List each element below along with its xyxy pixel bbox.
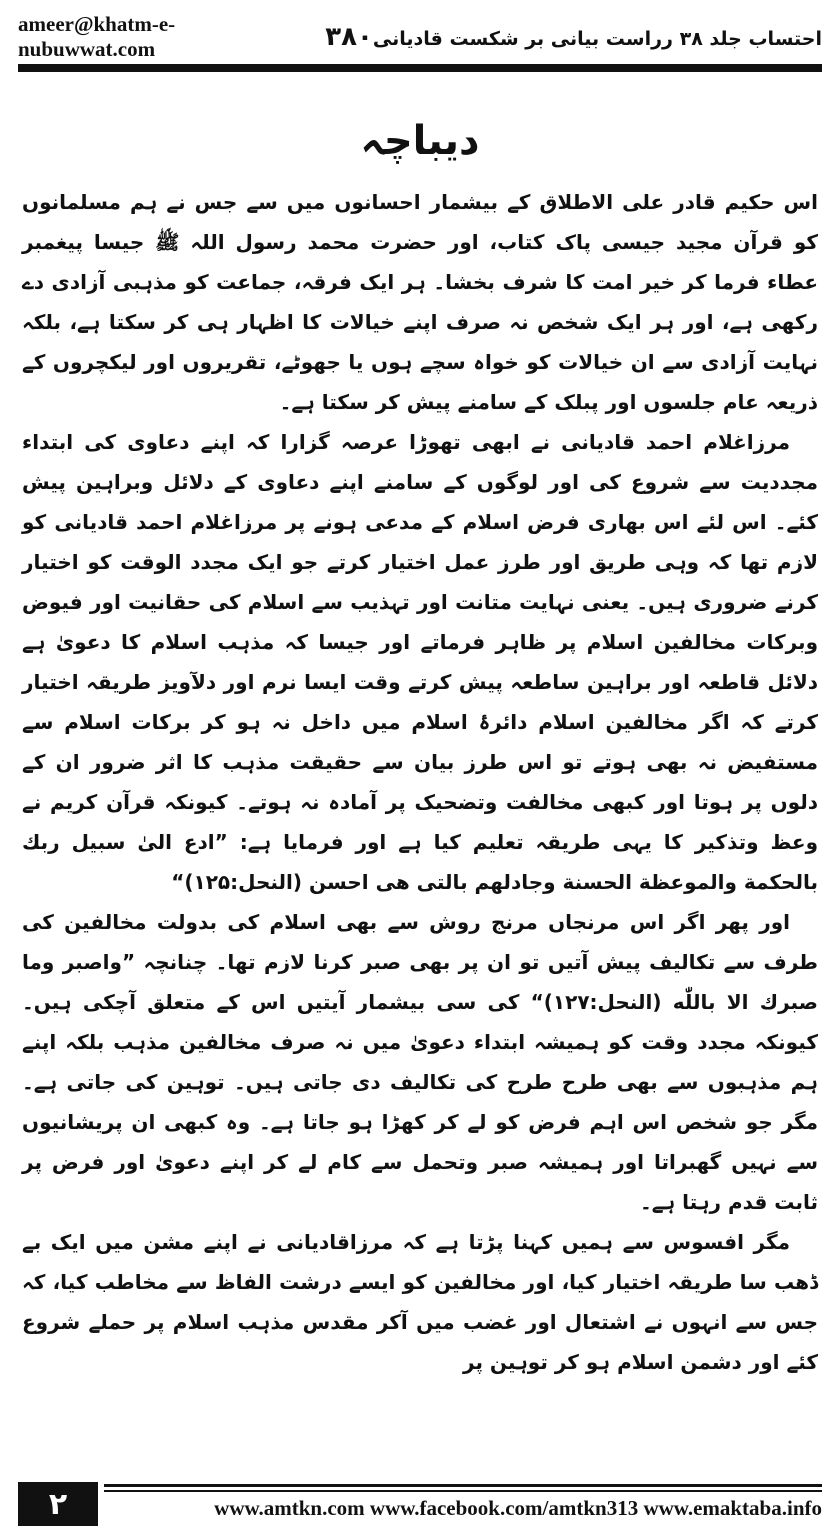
header-running-title	[311, 22, 822, 52]
footer-rule-thick	[104, 1484, 822, 1487]
footer-links[interactable]: www.amtkn.com www.facebook.com/amtkn313 www.emaktaba.info	[214, 1496, 822, 1520]
paragraph-3: اور پھر اگر اس مرنجاں مرنج روش سے بھی اسلام کی بدولت مخالفین کی طرف سے تکالیف پیش آتیں تو ان پر بھی صبر کرنا لازم تھا۔ چنانچہ ”واصبر وما صبرك الا باللّٰه (النحل:۱۲۷)“ کی سی بیشمار آیتیں اس کے متعلق آچکی ہیں۔ کیونکہ مجدد وقت کو ہمیشہ ابتداء دعویٰ میں نہ صرف مخالفین مذہب بلکہ اپنے ہم مذہبوں سے بھی طرح طرح کی تکالیف دی جاتی ہیں۔ توہین کی جاتی ہے۔ مگر جو شخص اس اہم فرض کو لے کر کھڑا ہو جاتا ہے۔ وہ کبھی ان پریشانیوں سے نہیں گھبراتا اور ہمیشہ صبر وتحمل سے کام لے کر اپنے دعویٰ اور فرض پر ثابت قدم رہتا ہے۔	[22, 910, 819, 1214]
header-page-number: ۳۸۰	[325, 22, 373, 52]
paragraph-1: اس حکیم قادر علی الاطلاق کے بیشمار احسانوں میں سے جس نے ہم مسلمانوں کو قرآن مجید جیسی پاک کتاب، اور حضرت محمد رسول اللہ ﷺ جیسا پیغمبر عطاء فرما کر خیر امت کا شرف بخشا۔ ہر ایک فرقہ، جماعت کو مذہبی آزادی دے رکھی ہے، اور ہر ایک شخص نہ صرف اپنے خیالات کا اظہار ہی کر سکتا ہے، بلکہ نہایت آزادی سے ان خیالات کو خواہ سچے ہوں یا جھوٹے، تقریروں اور لیکچروں کے ذریعہ عام جلسوں اور پبلک کے سامنے پیش کر سکتا ہے۔	[22, 190, 818, 414]
running-title-text: احتساب جلد ۳۸ رراست بیانی بر شکست قادیانی	[372, 28, 822, 50]
body-text	[22, 182, 818, 1382]
page-title: دیباچہ	[360, 118, 480, 164]
header-rule	[18, 64, 822, 72]
page-footer	[18, 1484, 822, 1524]
footer-page-number: ۲	[18, 1482, 98, 1526]
paragraph-4: مگر افسوس سے ہمیں کہنا پڑتا ہے کہ مرزاقادیانی نے اپنے مشن میں ایک بے ڈھب سا طریقہ اختیار کیا، اور مخالفین کو ایسے درشت الفاظ سے مخاطب کیا، کہ جس سے انہوں نے اشتعال اور غضب میں آکر مقدس مذہب اسلام پر حملے شروع کئے اور دشمن اسلام ہو کر توہین پر	[22, 1230, 818, 1374]
page-header	[18, 14, 822, 60]
footer-rule-thin	[104, 1490, 822, 1492]
header-email[interactable]: ameer@khatm-e-nubuwwat.com	[18, 12, 176, 61]
paragraph-2: مرزاغلام احمد قادیانی نے ابھی تھوڑا عرصہ گزارا کہ اپنے دعاوی کی ابتداء مجددیت سے شروع کی اور لوگوں کے سامنے اپنے دعاوی کے دلائل وبراہین پیش کئے۔ اس لئے اس بھاری فرض اسلام کے مدعی ہونے پر مرزاغلام احمد قادیانی کو لازم تھا کہ وہی طریق اور طرز عمل اختیار کرتے جو ایک مجدد الوقت کو اختیار کرنے ضروری ہیں۔ یعنی نہایت متانت اور تہذیب سے اسلام کی حقانیت اور فیوض وبرکات مخالفین اسلام پر ظاہر فرماتے اور جیسا کہ مذہب اسلام کا دعویٰ ہے دلائل قاطعہ اور براہین ساطعہ پیش کرتے وقت ایسا نرم اور دلآویز طریقہ اختیار کرتے کہ اگر مخالفین اسلام دائرۂ اسلام میں داخل نہ ہو کر برکات اسلام سے مستفیض نہ بھی ہوتے تو اس طرز بیان سے حقیقت مذہب کا اثر ضرور ان کے دلوں پر ہوتا اور کبھی مخالفت وتضحیک پر آمادہ نہ ہوتے۔ کیونکہ قرآن کریم نے وعظ وتذکیر کا یہی طریقہ تعلیم کیا ہے اور فرمایا ہے: ”ادع الیٰ سبیل ربك بالحکمة والموعظة الحسنة وجادلهم بالتی هی احسن (النحل:۱۲۵)“	[22, 430, 818, 894]
